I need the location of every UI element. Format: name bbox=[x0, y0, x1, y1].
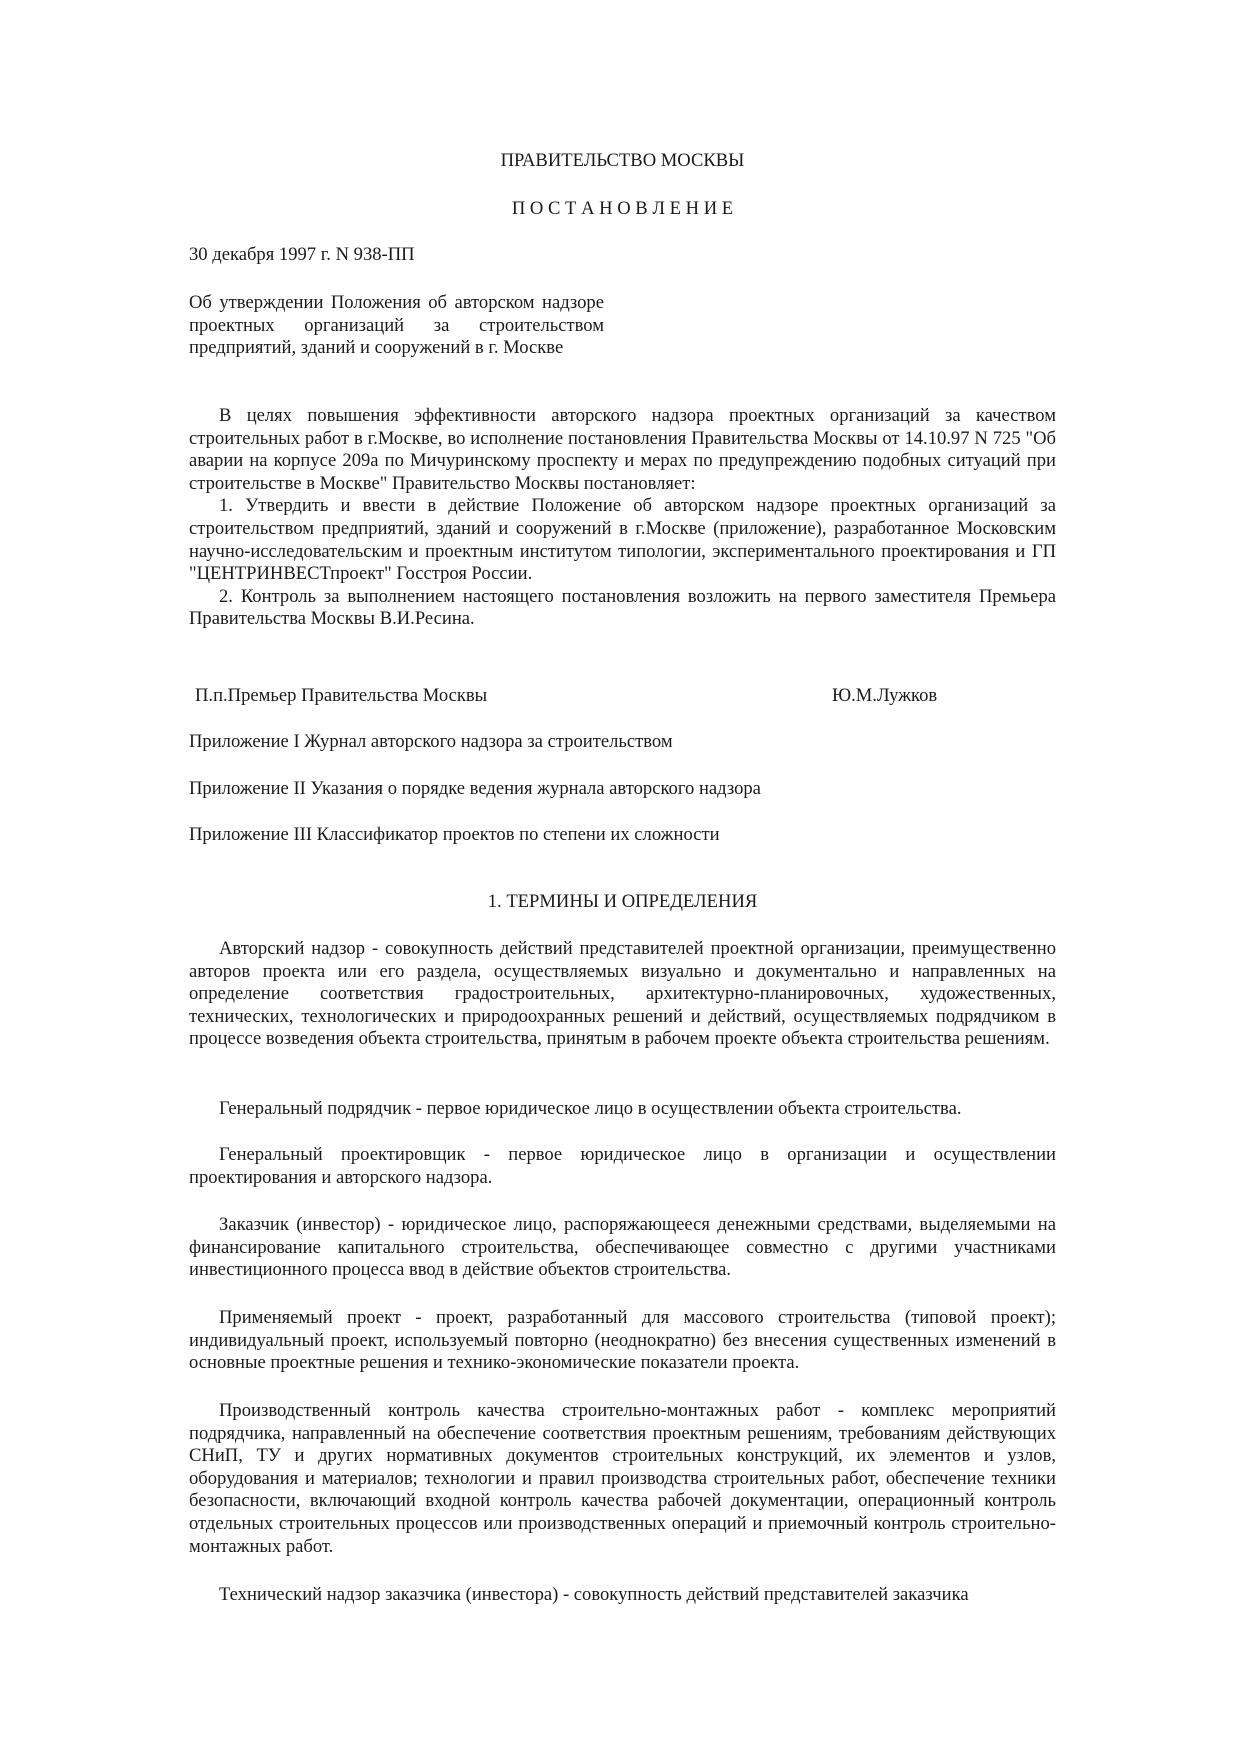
preamble bbox=[189, 405, 1056, 631]
definition-paragraph: Генеральный подрядчик - первое юридическое лицо в осуществлении объекта строительства. bbox=[219, 1098, 962, 1119]
appendix-item: Приложение II Указания о порядке ведения журнала авторского надзора bbox=[189, 778, 761, 799]
definition-paragraph: Авторский надзор - совокупность действий представителей проектной организации, преимущественно авторов проекта или его раздела, осуществляемых визуально и документально и направленных на определение соответствия градостроительных, архитектурно-планировочных, художественных, технических, технологических и природоохранных решений и действий, осуществляемых подрядчиком в процессе возведения объекта строительства, принятым в рабочем проекте объекта строительства решениям. bbox=[189, 938, 1056, 1050]
document-subject: Об утверждении Положения об авторском надзоре проектных организаций за строительством предприятий, зданий и сооружений в г. Москве bbox=[189, 292, 604, 359]
signatory-position: П.п.Премьер Правительства Москвы bbox=[195, 685, 488, 706]
section-title: 1. ТЕРМИНЫ И ОПРЕДЕЛЕНИЯ bbox=[487, 891, 758, 912]
resolution-item-2: 2. Контроль за выполнением настоящего постановления возложить на первого заместителя Премьера Правительства Москвы В.И.Ресина. bbox=[189, 585, 1056, 630]
definition-paragraph: Генеральный проектировщик - первое юридическое лицо в организации и осуществлении проектирования и авторского надзора. bbox=[189, 1144, 1056, 1188]
preamble-paragraph: В целях повышения эффективности авторского надзора проектных организаций за качеством строительных работ в г.Москве, во исполнение постановления Правительства Москвы от 14.10.97 N 725 "Об аварии на корпусе 209а по Мичуринскому проспекту и мерах по предупреждению подобных ситуаций при строительстве в Москве" Правительство Москвы постановляет: bbox=[189, 405, 1056, 494]
appendix-item: Приложение I Журнал авторского надзора за строительством bbox=[189, 731, 673, 752]
date-number: 30 декабря 1997 г. N 938-ПП bbox=[189, 244, 415, 265]
definition-paragraph: Заказчик (инвестор) - юридическое лицо, распоряжающееся денежными средствами, выделяемыми на финансирование капитального строительства, обеспечивающее совместно с другими участниками инвестиционного процесса ввод в действие объектов строительства. bbox=[189, 1214, 1056, 1281]
government-title: ПРАВИТЕЛЬСТВО МОСКВЫ bbox=[500, 150, 745, 171]
appendix-item: Приложение III Классификатор проектов по степени их сложности bbox=[189, 824, 720, 845]
definition-paragraph: Применяемый проект - проект, разработанный для массового строительства (типовой проект); индивидуальный проект, используемый повторно (неоднократно) без внесения существенных изменений в основные проектные решения и технико-экономические показатели проекта. bbox=[189, 1307, 1056, 1374]
document-type: П О С Т А Н О В Л Е Н И Е bbox=[511, 198, 734, 219]
definition-paragraph: Технический надзор заказчика (инвестора) - совокупность действий представителей заказчика bbox=[219, 1584, 969, 1605]
definition-paragraph: Производственный контроль качества строительно-монтажных работ - комплекс мероприятий подрядчика, направленный на обеспечение соответствия проектным решениям, требованиям действующих СНиП, ТУ и других нормативных документов строительных конструкций, их элементов и узлов, оборудования и материалов; технологии и правил производства строительных работ, обеспечение техники безопасности, включающий входной контроль качества рабочей документации, операционный контроль отдельных строительных процессов или производственных операций и приемочный контроль строительно-монтажных работ. bbox=[189, 1400, 1056, 1557]
resolution-item-1: 1. Утвердить и ввести в действие Положение об авторском надзоре проектных организаций за строительством предприятий, зданий и сооружений в г.Москве (приложение), разработанное Московским научно-исследовательским и проектным институтом типологии, экспериментального проектирования и ГП "ЦЕНТРИНВЕСТпроект" Госстроя России. bbox=[189, 495, 1056, 585]
signatory-name: Ю.М.Лужков bbox=[832, 685, 938, 706]
